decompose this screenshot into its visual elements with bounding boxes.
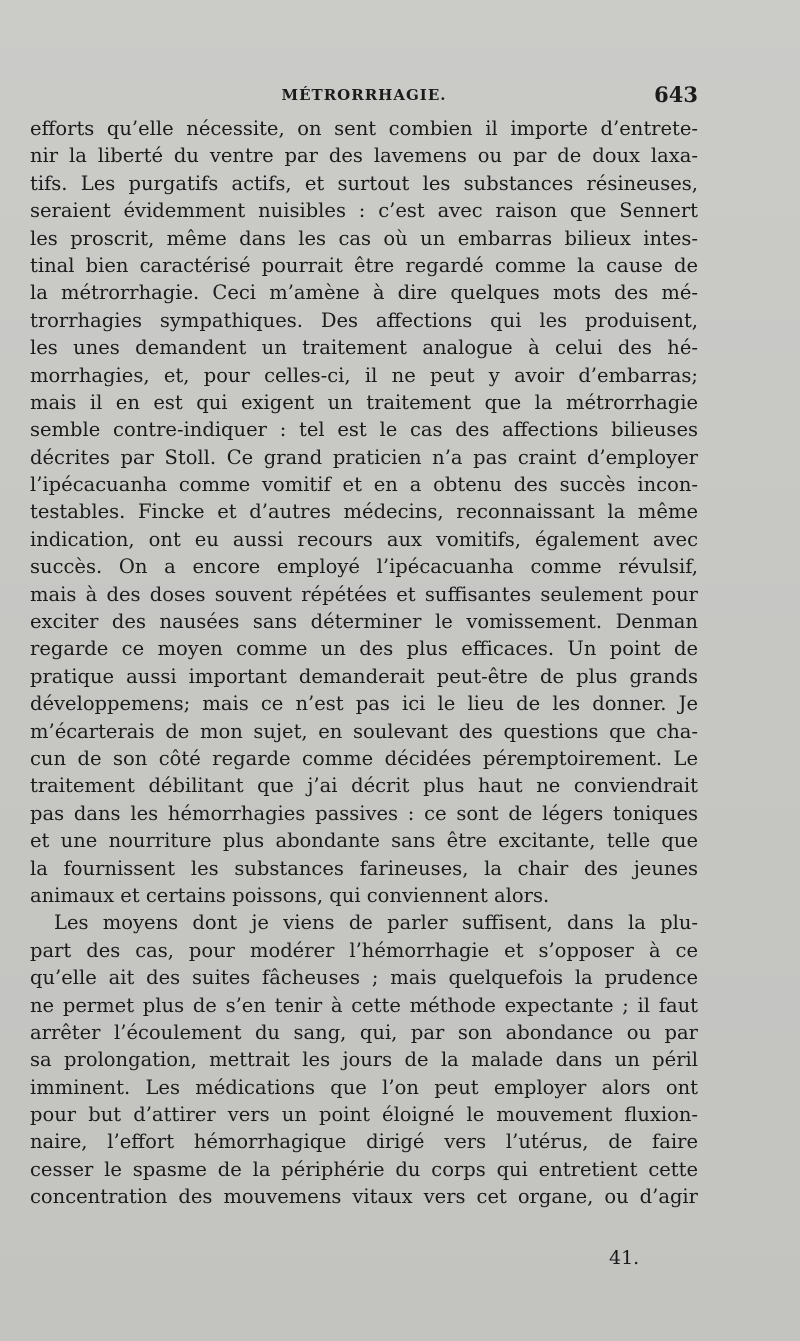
page-number: 643 (654, 82, 698, 107)
text-line: les proscrit, même dans les cas où un embarras bilieux intes- (30, 226, 698, 250)
text-line: indication, ont eu aussi recours aux vomitifs, également avec (30, 527, 698, 551)
text-line: traitement débilitant que j’ai décrit plus haut ne conviendrait (30, 774, 698, 798)
body-text (30, 115, 698, 1211)
text-line: mais il en est qui exigent un traitement que la métrorrhagie (30, 390, 698, 414)
text-line: m’écarterais de mon sujet, en soulevant des questions que cha- (30, 719, 698, 743)
text-line: pratique aussi important demanderait peut-être de plus grands (30, 664, 698, 688)
text-line: exciter des nausées sans déterminer le vomissement. Denman (30, 610, 698, 634)
text-line: pour but d’attirer vers un point éloigné le mouvement fluxion- (30, 1103, 698, 1127)
text-line: qu’elle ait des suites fâcheuses ; mais quelquefois la prudence (30, 966, 698, 990)
paragraph-end-line: animaux et certains poissons, qui conviennent alors. (30, 883, 550, 907)
text-line: cun de son côté regarde comme décidées péremptoirement. Le (30, 746, 698, 770)
text-line: tinal bien caractérisé pourrait être regardé comme la cause de (30, 253, 698, 277)
text-line: ne permet plus de s’en tenir à cette méthode expectante ; il faut (30, 993, 698, 1017)
text-line: développemens; mais ce n’est pas ici le lieu de les donner. Je (30, 692, 698, 716)
text-line: les unes demandent un traitement analogue à celui des hé- (30, 336, 698, 360)
text-line: l’ipécacuanha comme vomitif et en a obtenu des succès incon- (30, 473, 698, 497)
text-line: trorrhagies sympathiques. Des affections qui les produisent, (30, 308, 698, 332)
text-line: naire, l’effort hémorrhagique dirigé vers l’utérus, de faire (30, 1130, 698, 1154)
text-line: semble contre-indiquer : tel est le cas des affections bilieuses (30, 418, 698, 442)
text-line: seraient évidemment nuisibles : c’est avec raison que Sennert (30, 199, 698, 223)
text-line: la fournissent les substances farineuses, la chair des jeunes (30, 856, 698, 880)
text-line: morrhagies, et, pour celles-ci, il ne peut y avoir d’embarras; (30, 363, 698, 387)
text-line: testables. Fincke et d’autres médecins, reconnaissant la même (30, 500, 698, 524)
running-head (30, 82, 698, 112)
text-line: décrites par Stoll. Ce grand praticien n’a pas craint d’employer (30, 445, 698, 469)
text-line: arrêter l’écoulement du sang, qui, par son abondance ou par (30, 1020, 698, 1044)
signature-mark: 41. (609, 1247, 640, 1269)
text-line: regarde ce moyen comme un des plus efficaces. Un point de (30, 637, 698, 661)
text-line: succès. On a encore employé l’ipécacuanha comme révulsif, (30, 555, 698, 579)
paragraph-start-line: Les moyens dont je viens de parler suffisent, dans la plu- (54, 911, 698, 935)
text-line: pas dans les hémorrhagies passives : ce sont de légers toniques (30, 801, 698, 825)
text-line: part des cas, pour modérer l’hémorrhagie et s’opposer à ce (30, 938, 698, 962)
text-line: concentration des mouvemens vitaux vers cet organe, ou d’agir (30, 1185, 698, 1209)
text-line: mais à des doses souvent répétées et suffisantes seulement pour (30, 582, 698, 606)
running-title: MÉTRORRHAGIE. (281, 86, 447, 104)
text-line: sa prolongation, mettrait les jours de la malade dans un péril (30, 1048, 698, 1072)
text-line: nir la liberté du ventre par des lavemens ou par de doux laxa- (30, 144, 698, 168)
text-line: tifs. Les purgatifs actifs, et surtout les substances résineuses, (30, 171, 698, 195)
text-line: la métrorrhagie. Ceci m’amène à dire quelques mots des mé- (30, 281, 698, 305)
text-line: efforts qu’elle nécessite, on sent combien il importe d’entrete- (30, 117, 698, 140)
text-line: et une nourriture plus abondante sans être excitante, telle que (30, 829, 698, 853)
text-line: cesser le spasme de la périphérie du corps qui entretient cette (30, 1157, 698, 1181)
text-line: imminent. Les médications que l’on peut employer alors ont (30, 1075, 698, 1099)
